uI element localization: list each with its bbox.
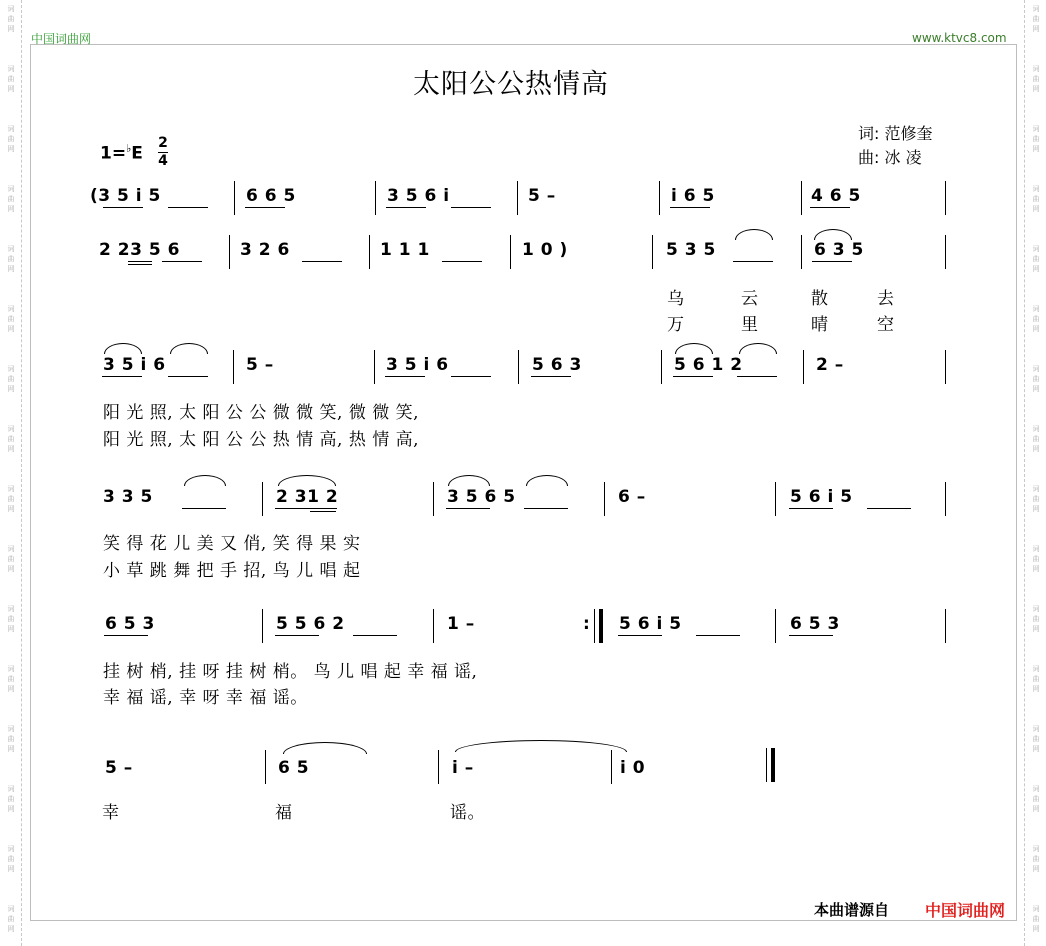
measure: 2 – (816, 355, 844, 375)
footer-site-link[interactable]: 中国词曲网 (925, 901, 1006, 920)
watermark-tile (1025, 784, 1046, 814)
watermark-char: 曲 (7, 555, 15, 563)
lyric-line: 阳 光 照, 太 阳 公 公 热 情 高, 热 情 高, (103, 430, 420, 450)
watermark-tile (1025, 244, 1046, 274)
lyric-char: 云 (741, 289, 759, 309)
measure: 6 – (618, 487, 646, 507)
watermark-char: 网 (1032, 205, 1040, 213)
footer-source-label: 本曲谱源自 (814, 901, 890, 919)
watermark-tile (1025, 604, 1046, 634)
watermark-char: 词 (1032, 845, 1040, 853)
watermark-tile (1025, 844, 1046, 874)
measure: 5 3 5 (666, 240, 716, 260)
meter-top: 2 (158, 135, 168, 151)
measure: (3 5 i 5 (90, 186, 161, 206)
watermark-tile (0, 124, 22, 154)
watermark-char: 词 (7, 125, 15, 133)
watermark-char: 词 (7, 905, 15, 913)
watermark-char: 词 (7, 5, 15, 13)
watermark-char: 词 (1032, 665, 1040, 673)
key-note: E (131, 143, 143, 164)
watermark-char: 网 (1032, 685, 1040, 693)
watermark-char: 曲 (1032, 135, 1040, 143)
watermark-tile (0, 424, 22, 454)
lyric-char: 晴 (811, 315, 829, 335)
watermark-char: 网 (7, 265, 15, 273)
watermark-char: 词 (1032, 365, 1040, 373)
measure: 5 6 3 (532, 355, 582, 375)
watermark-char: 网 (1032, 745, 1040, 753)
watermark-tile (0, 724, 22, 754)
watermark-char: 曲 (7, 795, 15, 803)
watermark-char: 网 (1032, 445, 1040, 453)
watermark-tile (1025, 124, 1046, 154)
watermark-tile (1025, 904, 1046, 934)
composer-credit: 曲: 冰 凌 (858, 148, 922, 167)
lyric-line: 挂 树 梢, 挂 呀 挂 树 梢。 鸟 儿 唱 起 幸 福 谣, (103, 662, 478, 682)
watermark-char: 网 (1032, 865, 1040, 873)
watermark-tile (0, 904, 22, 934)
watermark-char: 词 (7, 365, 15, 373)
watermark-char: 曲 (7, 15, 15, 23)
watermark-char: 词 (1032, 545, 1040, 553)
lyric-char: 万 (667, 315, 685, 335)
watermark-char: 网 (7, 85, 15, 93)
watermark-char: 网 (1032, 625, 1040, 633)
watermark-char: 词 (7, 245, 15, 253)
measure: 1 – (447, 614, 475, 634)
watermark-char: 网 (7, 385, 15, 393)
song-title: 太阳公公热情高 (413, 69, 609, 100)
watermark-char: 曲 (1032, 75, 1040, 83)
measure: 5 – (105, 758, 133, 778)
lyric-char: 乌 (667, 289, 685, 309)
measure: 3 5 i 6 (386, 355, 449, 375)
watermark-tile (0, 484, 22, 514)
lyric-char: 去 (877, 289, 895, 309)
key-label: 1= (100, 143, 127, 164)
watermark-char: 曲 (1032, 795, 1040, 803)
watermark-tile (1025, 304, 1046, 334)
measure: 3 5 i 6 (103, 355, 166, 375)
watermark-char: 网 (1032, 565, 1040, 573)
measure: 5 6 i 5 (790, 487, 853, 507)
key-signature (100, 142, 143, 164)
watermark-char: 网 (1032, 505, 1040, 513)
watermark-char: 曲 (1032, 375, 1040, 383)
watermark-tile (1025, 4, 1046, 34)
watermark-char: 词 (7, 665, 15, 673)
measure: 5 5 6 2 (276, 614, 345, 634)
watermark-char: 网 (1032, 385, 1040, 393)
measure: 5 – (246, 355, 274, 375)
watermark-char: 词 (1032, 125, 1040, 133)
watermark-char: 曲 (1032, 735, 1040, 743)
watermark-tile (1025, 484, 1046, 514)
watermark-char: 词 (1032, 485, 1040, 493)
watermark-char: 曲 (1032, 615, 1040, 623)
watermark-char: 网 (7, 865, 15, 873)
watermark-char: 词 (7, 545, 15, 553)
watermark-tile (1025, 184, 1046, 214)
watermark-char: 词 (1032, 605, 1040, 613)
measure: 4 6 5 (811, 186, 861, 206)
watermark-char: 词 (7, 845, 15, 853)
watermark-char: 曲 (7, 195, 15, 203)
watermark-char: 网 (1032, 805, 1040, 813)
watermark-tile (0, 844, 22, 874)
measure: 5 6 i 5 (619, 614, 682, 634)
watermark-char: 网 (7, 925, 15, 933)
watermark-char: 词 (7, 185, 15, 193)
watermark-char: 网 (7, 685, 15, 693)
site-logo-link[interactable]: 中国词曲网 (31, 32, 92, 46)
watermark-char: 词 (1032, 785, 1040, 793)
watermark-char: 曲 (1032, 555, 1040, 563)
watermark-char: 词 (1032, 425, 1040, 433)
watermark-char: 曲 (7, 315, 15, 323)
watermark-tile (0, 544, 22, 574)
watermark-tile (1025, 544, 1046, 574)
watermark-char: 网 (7, 805, 15, 813)
watermark-char: 曲 (7, 135, 15, 143)
lyric-char: 空 (877, 315, 895, 335)
measure: 5 – (528, 186, 556, 206)
watermark-char: 词 (7, 485, 15, 493)
watermark-char: 曲 (7, 255, 15, 263)
measure: i – (452, 758, 474, 778)
watermark-char: 曲 (1032, 15, 1040, 23)
watermark-char: 曲 (1032, 855, 1040, 863)
watermark-char: 曲 (7, 855, 15, 863)
watermark-char: 词 (7, 605, 15, 613)
watermark-char: 网 (7, 25, 15, 33)
lyric-char: 幸 (102, 803, 120, 823)
lyricist-credit: 词: 范修奎 (858, 124, 933, 143)
lyric-line: 笑 得 花 儿 美 又 俏, 笑 得 果 实 (103, 534, 361, 554)
measure: 6 5 (278, 758, 310, 778)
watermark-char: 曲 (7, 915, 15, 923)
watermark-char: 曲 (1032, 675, 1040, 683)
watermark-char: 网 (1032, 265, 1040, 273)
watermark-char: 网 (1032, 145, 1040, 153)
watermark-tile (0, 64, 22, 94)
watermark-char: 网 (1032, 85, 1040, 93)
watermark-tile (1025, 364, 1046, 394)
watermark-char: 曲 (1032, 495, 1040, 503)
measure: 6 5 3 (105, 614, 155, 634)
watermark-char: 词 (7, 425, 15, 433)
watermark-char: 网 (7, 145, 15, 153)
lyric-line: 小 草 跳 舞 把 手 招, 鸟 儿 唱 起 (103, 561, 361, 581)
watermark-char: 网 (7, 505, 15, 513)
watermark-char: 曲 (1032, 195, 1040, 203)
lyric-char: 里 (741, 315, 759, 335)
watermark-char: 网 (7, 325, 15, 333)
repeat-sign: : (583, 614, 591, 634)
watermark-char: 词 (1032, 725, 1040, 733)
watermark-char: 网 (7, 625, 15, 633)
watermark-char: 词 (7, 65, 15, 73)
meter-bottom: 4 (158, 153, 168, 169)
watermark-tile (0, 604, 22, 634)
measure: 1 1 1 (380, 240, 430, 260)
measure: i 0 (620, 758, 646, 778)
watermark-char: 词 (1032, 65, 1040, 73)
watermark-tile (0, 244, 22, 274)
watermark-tile (1025, 64, 1046, 94)
measure: 2 23 5 6 (99, 240, 180, 260)
lyric-line: 阳 光 照, 太 阳 公 公 微 微 笑, 微 微 笑, (103, 403, 420, 423)
watermark-tile (0, 664, 22, 694)
measure: 1 0 ) (522, 240, 568, 260)
watermark-char: 网 (1032, 25, 1040, 33)
watermark-tile (0, 784, 22, 814)
watermark-tile (0, 184, 22, 214)
measure: 6 3 5 (814, 240, 864, 260)
watermark-char: 网 (1032, 325, 1040, 333)
watermark-char: 词 (1032, 185, 1040, 193)
watermark-tile (1025, 724, 1046, 754)
watermark-char: 词 (7, 305, 15, 313)
lyric-char: 谣。 (450, 803, 485, 823)
measure: 3 3 5 (103, 487, 153, 507)
flat-sign: ♭ (126, 142, 132, 155)
measure: 2 31 2 (276, 487, 339, 507)
lyric-line: 幸 福 谣, 幸 呀 幸 福 谣。 (103, 688, 308, 708)
watermark-char: 曲 (7, 495, 15, 503)
time-signature (158, 136, 168, 169)
watermark-char: 词 (1032, 245, 1040, 253)
left-watermark-strip (0, 0, 22, 946)
measure: 3 2 6 (240, 240, 290, 260)
measure: i 6 5 (671, 186, 715, 206)
watermark-char: 词 (7, 785, 15, 793)
site-url-link[interactable]: www.ktvc8.com (912, 31, 1007, 45)
score-page (30, 44, 1017, 921)
measure: 3 5 6 5 (447, 487, 516, 507)
watermark-char: 网 (7, 205, 15, 213)
watermark-char: 曲 (1032, 915, 1040, 923)
watermark-tile (0, 364, 22, 394)
watermark-tile (0, 304, 22, 334)
measure: 6 5 3 (790, 614, 840, 634)
measure: 3 5 6 i (387, 186, 450, 206)
watermark-char: 曲 (1032, 435, 1040, 443)
watermark-char: 曲 (7, 735, 15, 743)
right-watermark-strip (1024, 0, 1046, 946)
measure: 5 6 1 2 (674, 355, 743, 375)
watermark-char: 曲 (7, 675, 15, 683)
watermark-tile (1025, 664, 1046, 694)
watermark-char: 曲 (7, 75, 15, 83)
watermark-char: 曲 (7, 375, 15, 383)
watermark-char: 词 (1032, 5, 1040, 13)
watermark-char: 网 (7, 445, 15, 453)
lyric-char: 福 (275, 803, 293, 823)
watermark-char: 网 (7, 745, 15, 753)
watermark-char: 曲 (7, 615, 15, 623)
watermark-tile (0, 4, 22, 34)
watermark-char: 网 (7, 565, 15, 573)
watermark-char: 曲 (1032, 255, 1040, 263)
watermark-char: 词 (7, 725, 15, 733)
watermark-char: 曲 (7, 435, 15, 443)
watermark-char: 词 (1032, 905, 1040, 913)
measure: 6 6 5 (246, 186, 296, 206)
watermark-char: 曲 (1032, 315, 1040, 323)
lyric-char: 散 (811, 289, 829, 309)
watermark-char: 词 (1032, 305, 1040, 313)
watermark-char: 网 (1032, 925, 1040, 933)
watermark-tile (1025, 424, 1046, 454)
